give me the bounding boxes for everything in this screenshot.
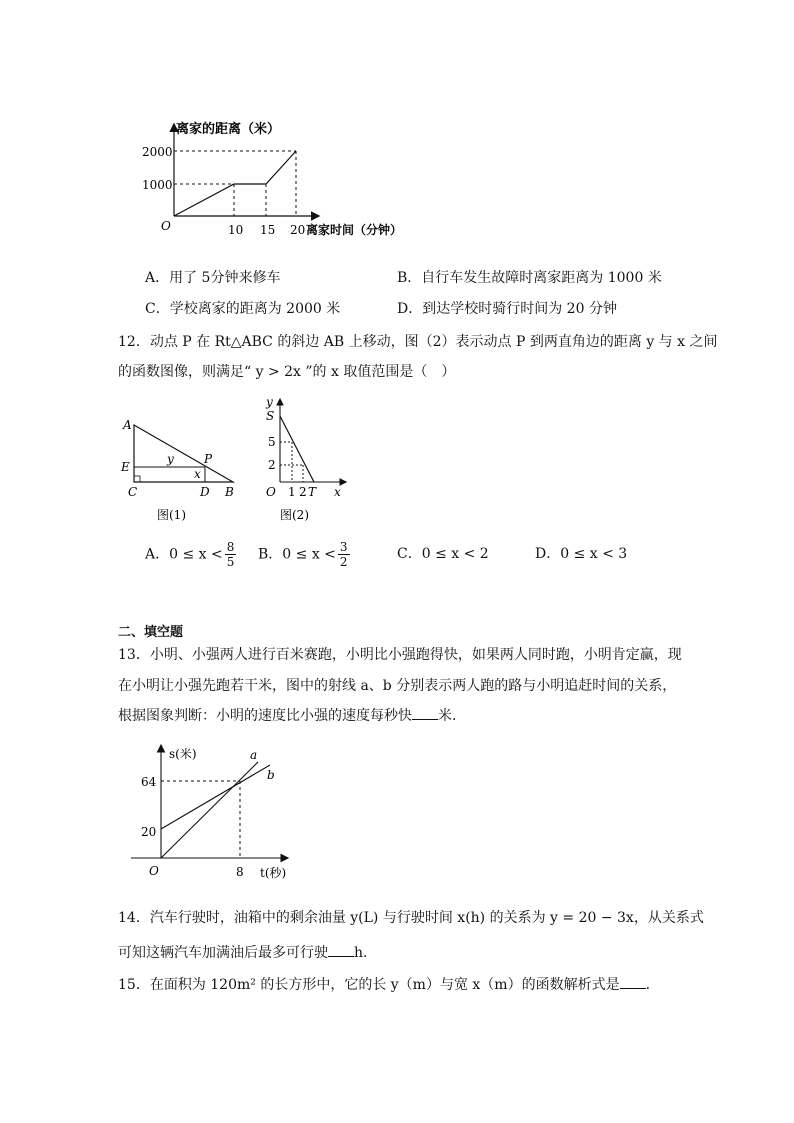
q12-stem-line2: 的函数图像，则满足“ y > 2x ”的 x 取值范围是（ ） xyxy=(118,364,456,380)
triangle-figure xyxy=(115,412,250,527)
q14-unit: h. xyxy=(354,945,368,961)
q11-option-b[interactable]: B．自行车发生故障时离家距离为 1000 米 xyxy=(397,270,662,286)
label-C: C xyxy=(128,485,138,499)
y-tick-1000: 1000 xyxy=(142,178,173,192)
q12-option-b[interactable] xyxy=(258,540,350,569)
x-axis-label: 离家时间（分钟） xyxy=(306,223,403,237)
label-S: S xyxy=(266,409,275,423)
ray-b xyxy=(161,765,270,829)
q15-stem xyxy=(118,975,650,995)
q15-end: . xyxy=(645,977,651,993)
origin-O: O xyxy=(266,485,276,499)
ray-b-label: b xyxy=(267,768,275,782)
label-y: y xyxy=(167,452,174,466)
figure-2-caption: 图(2) xyxy=(280,508,309,522)
label-T: T xyxy=(308,485,317,499)
q13-text: 根据图象判断：小明的速度比小强的速度每秒快 xyxy=(118,708,412,724)
label-x: x xyxy=(194,467,201,481)
origin-label: O xyxy=(161,219,171,233)
y-tick-20: 20 xyxy=(141,825,157,839)
q14-stem-line1: 14．汽车行驶时，油箱中的剩余油量 y(L) 与行驶时间 x(h) 的关系为 y = 20 − 3x，从关系式 xyxy=(118,910,704,926)
label-B: B xyxy=(225,485,234,499)
fraction-3-2: $\frac{3}{2}$ xyxy=(339,540,348,569)
q13-stem-line1: 13．小明、小强两人进行百米赛跑，小明比小强跑得快，如果两人同时跑，小明肯定赢，现 xyxy=(118,647,682,663)
distance-time-graph xyxy=(130,115,430,245)
q13-stem-line3 xyxy=(118,706,466,726)
label-D: D xyxy=(200,485,210,499)
q11-option-d[interactable]: D．到达学校时骑行时间为 20 分钟 xyxy=(397,301,617,317)
q14-stem-line2 xyxy=(118,943,367,963)
q12-option-c[interactable]: C．0 ≤ x < 2 xyxy=(397,546,489,562)
y-axis-label: s(米) xyxy=(169,747,197,761)
section-heading: 二、填空题 xyxy=(118,625,184,640)
answer-blank-13[interactable] xyxy=(412,707,438,720)
q15-text: 15．在面积为 120m² 的长方形中，它的长 y（m）与宽 x（m）的函数解析式是 xyxy=(118,977,620,993)
function-graph-figure xyxy=(250,392,360,527)
ray-a xyxy=(161,762,258,858)
answer-blank-15[interactable] xyxy=(620,976,646,989)
label-A: A xyxy=(123,418,132,432)
race-graph xyxy=(125,740,310,885)
x-tick-10: 10 xyxy=(228,223,244,237)
q14-text: 可知这辆汽车加满油后最多可行驶 xyxy=(118,945,328,961)
label-P: P xyxy=(204,452,213,466)
fraction-8-5: $\frac{8}{5}$ xyxy=(226,540,235,569)
figure-1-caption: 图(1) xyxy=(157,508,186,522)
y-axis-label: 离家的距离（米） xyxy=(176,122,281,137)
q11-option-c[interactable]: C．学校离家的距离为 2000 米 xyxy=(145,301,341,317)
q12-option-a[interactable] xyxy=(145,540,236,569)
x-tick-15: 15 xyxy=(260,223,276,237)
x-tick-20: 20 xyxy=(290,223,306,237)
q12-option-b-text: B．0 ≤ x < xyxy=(258,546,336,563)
label-E: E xyxy=(121,460,130,474)
tick-2: 2 xyxy=(268,458,276,472)
tick-5: 5 xyxy=(268,435,276,449)
y-tick-64: 64 xyxy=(141,775,157,789)
function-line xyxy=(280,416,314,482)
ray-a-label: a xyxy=(250,748,258,762)
q11-option-a[interactable]: A．用了 5分钟来修车 xyxy=(145,270,281,286)
q12-option-a-text: A．0 ≤ x < xyxy=(145,546,223,563)
axis-label-y: y xyxy=(266,395,273,409)
origin-label: O xyxy=(149,864,159,878)
y-tick-2000: 2000 xyxy=(142,145,173,159)
x-axis-label: t(秒) xyxy=(260,866,287,880)
q12-option-d[interactable]: D．0 ≤ x < 3 xyxy=(535,546,628,562)
answer-blank-14[interactable] xyxy=(328,944,354,957)
axis-label-x: x xyxy=(334,485,341,499)
q13-stem-line2: 在小明让小强先跑若干米，图中的射线 a、b 分别表示两人跑的路与小明追赶时间的关系， xyxy=(118,678,677,694)
q12-stem-line1: 12．动点 P 在 Rt△ABC 的斜边 AB 上移动，图（2）表示动点 P 到两直角边的距离 y 与 x 之间 xyxy=(118,334,718,350)
x-tick-8: 8 xyxy=(236,865,244,879)
tick-2x: 2 xyxy=(299,485,307,499)
tick-1: 1 xyxy=(288,485,296,499)
q13-unit: 米． xyxy=(438,708,466,724)
